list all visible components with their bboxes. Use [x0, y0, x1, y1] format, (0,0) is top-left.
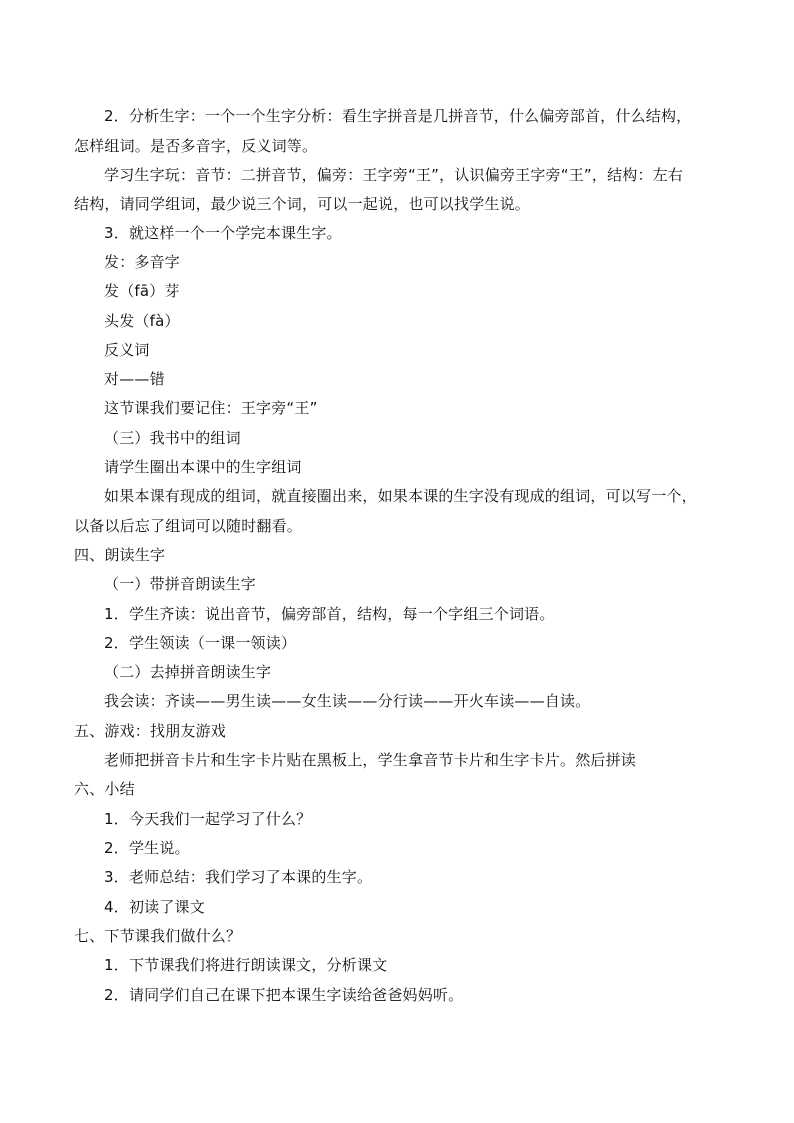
section-heading: 四、朗读生字	[74, 546, 166, 564]
section-heading: （二）去掉拼音朗读生字	[104, 663, 272, 681]
text-line: 1．下节课我们将进行朗读课文，分析课文	[104, 956, 388, 974]
text-line: 发：多音字	[104, 253, 181, 271]
text-line: 如果本课有现成的组词，就直接圈出来，如果本课的生字没有现成的组词，可以写一个，	[104, 487, 697, 505]
text-line: 4．初读了课文	[104, 898, 205, 916]
text-line: 这节课我们要记住：王字旁“王”	[104, 399, 318, 417]
text-line: 1．学生齐读：说出音节，偏旁部首，结构，每一个字组三个词语。	[104, 605, 555, 623]
section-heading: 五、游戏：找朋友游戏	[74, 722, 227, 740]
text-line: 2．学生领读（一课一领读）	[104, 634, 297, 652]
section-heading: （一）带拼音朗读生字	[104, 575, 257, 593]
text-line: 对——错	[104, 370, 165, 388]
text-line: 1．今天我们一起学习了什么？	[104, 810, 312, 828]
text-line: 头发（fà）	[104, 312, 180, 330]
section-heading: 七、下节课我们做什么？	[74, 927, 242, 945]
section-heading: （三）我书中的组词	[104, 429, 241, 447]
text-line: 2．请同学们自己在课下把本课生字读给爸爸妈妈听。	[104, 986, 464, 1004]
text-line: 2．分析生字：一个一个生字分析：看生字拼音是几拼音节，什么偏旁部首，什么结构，	[104, 107, 692, 125]
text-line: 3．就这样一个一个学完本课生字。	[104, 224, 342, 242]
text-line: 发（fā）芽	[104, 282, 180, 300]
text-line: 结构，请同学组词，最少说三个词，可以一起说，也可以找学生说。	[74, 195, 531, 213]
text-line: 反义词	[104, 341, 150, 359]
text-line: 老师把拼音卡片和生字卡片贴在黑板上，学生拿音节卡片和生字卡片。然后拼读	[104, 751, 637, 769]
text-line: 2．学生说。	[104, 839, 190, 857]
section-heading: 六、小结	[74, 780, 135, 798]
text-line: 以备以后忘了组词可以随时翻看。	[74, 517, 303, 535]
text-line: 3．老师总结：我们学习了本课的生字。	[104, 868, 373, 886]
text-line: 请学生圈出本课中的生字组词	[104, 458, 302, 476]
text-line: 我会读：齐读——男生读——女生读——分行读——开火车读——自读。	[104, 692, 591, 710]
text-line: 学习生字玩：音节：二拼音节，偏旁：王字旁“王”，认识偏旁王字旁“王”，结构：左右	[104, 166, 684, 184]
text-line: 怎样组词。是否多音字，反义词等。	[74, 137, 318, 155]
